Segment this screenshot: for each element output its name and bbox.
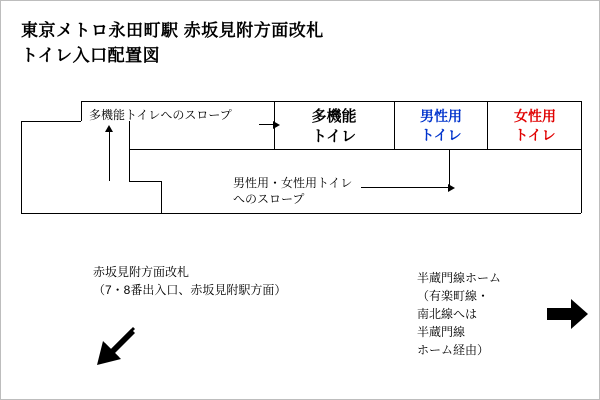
arrowhead-up-left — [105, 125, 113, 132]
caption-right-line-2: （有楽町線・ — [417, 289, 490, 303]
page-title-line-1: 東京メトロ永田町駅 赤坂見附方面改札 — [21, 21, 324, 40]
path-line-vertical-lower — [161, 181, 162, 213]
caption-right-line-3: 南北線へは — [417, 307, 478, 321]
wall-right-outer — [581, 101, 582, 213]
note-multipurpose-slope: 多機能トイレへのスロープ — [89, 108, 232, 122]
caption-left-line-1: 赤坂見附方面改札 — [93, 265, 190, 279]
room-label-multipurpose-line2: トイレ — [311, 128, 357, 146]
note-mens-womens-slope-line1: 男性用・女性用トイレ — [233, 176, 353, 190]
wall-left-outer — [21, 121, 22, 213]
room-label-womens-line2: トイレ — [514, 126, 556, 143]
arrow-line-mens-womens — [361, 187, 449, 188]
caption-right-line-1: 半蔵門線ホーム — [417, 271, 502, 285]
page-title-line-2: トイレ入口配置図 — [21, 45, 161, 65]
wall-left-upper — [81, 101, 82, 121]
wall-top — [81, 101, 581, 102]
floor-plan — [1, 87, 600, 237]
partition-womens-right — [487, 101, 488, 149]
caption-right-line-5: ホーム経由） — [417, 343, 490, 357]
room-label-multipurpose — [284, 107, 384, 148]
page-title — [21, 19, 324, 68]
arrow-line-riser — [449, 149, 450, 187]
wall-bottom-outer — [21, 213, 581, 214]
wall-multipurpose-left — [129, 121, 130, 149]
caption-left — [93, 263, 286, 299]
arrow-line-up-left — [109, 131, 110, 181]
path-line-horizontal-inner — [129, 181, 161, 182]
wall-corridor-top-left — [21, 121, 81, 122]
arrow-down-left-icon — [93, 323, 139, 369]
caption-left-line-2: （7・8番出入口、赤坂見附駅方面） — [93, 283, 287, 297]
caption-right-line-4: 半蔵門線 — [417, 325, 466, 339]
room-label-mens — [399, 107, 483, 145]
room-label-womens — [493, 107, 577, 145]
partition-mens-womens — [394, 101, 395, 149]
note-mens-womens-slope-line2: へのスロープ — [233, 192, 305, 206]
room-label-mens-line1: 男性用 — [420, 108, 462, 124]
wall-block-bottom — [129, 149, 581, 150]
room-label-womens-line1: 女性用 — [514, 108, 556, 124]
path-line-vertical-inner — [129, 149, 130, 181]
room-label-mens-line2: トイレ — [420, 126, 462, 143]
arrowhead-multipurpose — [273, 121, 280, 129]
room-label-multipurpose-line1: 多機能 — [311, 108, 357, 125]
arrow-right-icon — [547, 297, 589, 331]
caption-right — [417, 269, 501, 359]
